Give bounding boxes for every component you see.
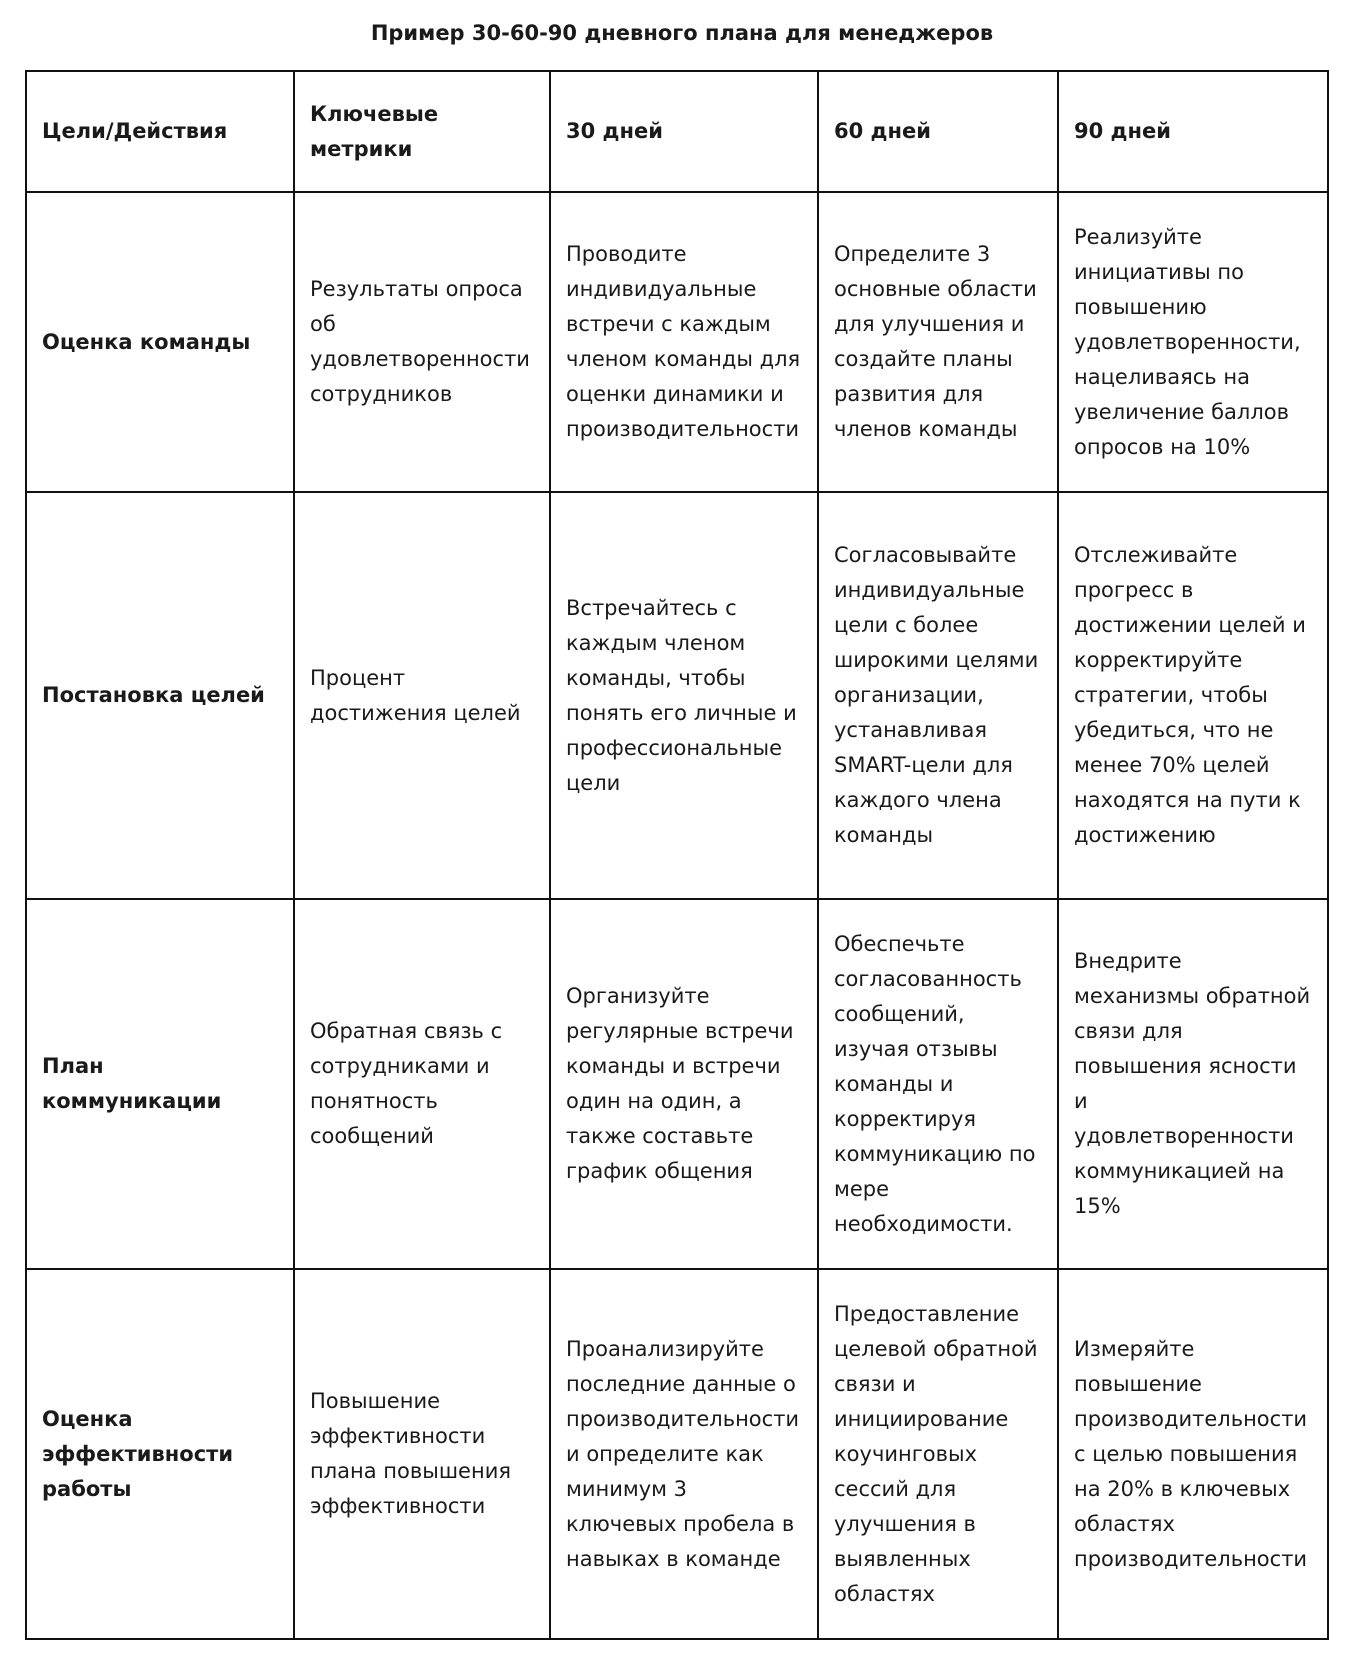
header-goals: Цели/Действия	[26, 71, 294, 192]
plan-table	[25, 70, 1329, 1640]
row-30-days-cell: Проводите индивидуальные встречи с каждым членом команды для оценки динамики и производительности	[550, 192, 818, 492]
row-30-days-cell: Организуйте регулярные встречи команды и встречи один на один, а также составьте график общения	[550, 899, 818, 1269]
row-goal-cell: Оценка эффективности работы	[26, 1269, 294, 1639]
row-metric-cell: Процент достижения целей	[294, 492, 550, 899]
header-60-days: 60 дней	[818, 71, 1058, 192]
header-90-days: 90 дней	[1058, 71, 1328, 192]
row-90-days-cell: Измеряйте повышение производительности с целью повышения на 20% в ключевых областях производительности	[1058, 1269, 1328, 1639]
row-60-days-cell: Предоставление целевой обратной связи и инициирование коучинговых сессий для улучшения в выявленных областях	[818, 1269, 1058, 1639]
row-30-days-cell: Проанализируйте последние данные о производительности и определите как минимум 3 ключевых пробела в навыках в команде	[550, 1269, 818, 1639]
row-60-days-cell: Обеспечьте согласованность сообщений, изучая отзывы команды и корректируя коммуникацию по мере необходимости.	[818, 899, 1058, 1269]
row-30-days-cell: Встречайтесь с каждым членом команды, чтобы понять его личные и профессиональные цели	[550, 492, 818, 899]
row-goal-cell: Постановка целей	[26, 492, 294, 899]
row-metric-cell: Результаты опроса об удовлетворенности сотрудников	[294, 192, 550, 492]
row-60-days-cell: Определите 3 основные области для улучшения и создайте планы развития для членов команды	[818, 192, 1058, 492]
table-header-row	[26, 71, 1328, 192]
header-30-days: 30 дней	[550, 71, 818, 192]
table-row	[26, 192, 1328, 492]
row-goal-cell: План коммуникации	[26, 899, 294, 1269]
row-90-days-cell: Реализуйте инициативы по повышению удовлетворенности, нацеливаясь на увеличение баллов опросов на 10%	[1058, 192, 1328, 492]
row-goal-cell: Оценка команды	[26, 192, 294, 492]
row-metric-cell: Повышение эффективности плана повышения эффективности	[294, 1269, 550, 1639]
row-60-days-cell: Согласовывайте индивидуальные цели с более широкими целями организации, устанавливая SMART-цели для каждого члена команды	[818, 492, 1058, 899]
row-90-days-cell: Отслеживайте прогресс в достижении целей и корректируйте стратегии, чтобы убедиться, что не менее 70% целей находятся на пути к достижению	[1058, 492, 1328, 899]
row-metric-cell: Обратная связь с сотрудниками и понятность сообщений	[294, 899, 550, 1269]
document-title: Пример 30-60-90 дневного плана для менеджеров	[370, 21, 994, 45]
table-row	[26, 899, 1328, 1269]
table-row	[26, 1269, 1328, 1639]
row-90-days-cell: Внедрите механизмы обратной связи для повышения ясности и удовлетворенности коммуникацией на 15%	[1058, 899, 1328, 1269]
header-metrics: Ключевые метрики	[294, 71, 550, 192]
table-row	[26, 492, 1328, 899]
